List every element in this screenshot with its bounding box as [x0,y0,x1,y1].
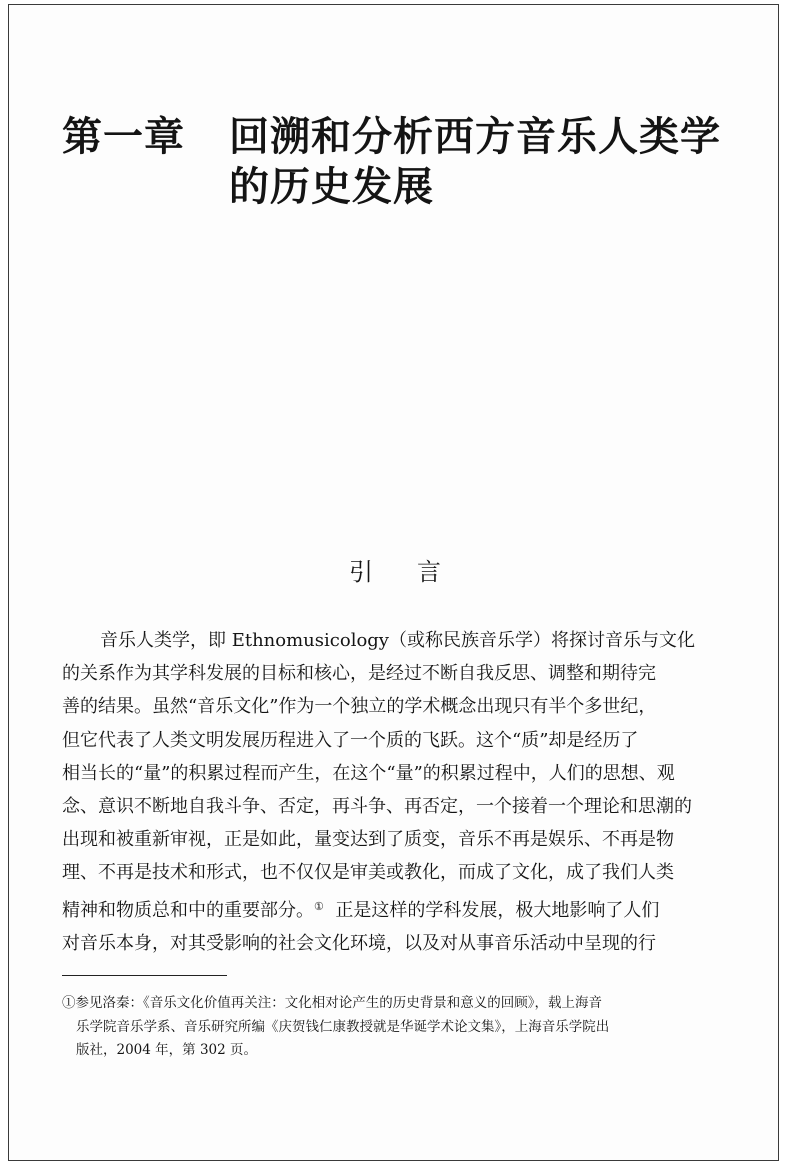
body-line: 对音乐本身，对其受影响的社会文化环境，以及对从事音乐活动中呈现的行 [62,932,656,954]
footnote [62,992,734,1063]
body-line-part: 正是这样的学科发展，极大地影响了人们 [335,899,660,921]
body-paragraph [62,624,733,960]
section-title: 引言 [349,558,485,586]
chapter-title-line-1: 回溯和分析西方音乐人类学 [229,113,721,160]
body-line: 理、不再是技术和形式，也不仅仅是审美或教化，而成了文化，成了我们人类 [62,862,674,884]
body-line: 念、意识不断地自我斗争、否定，再斗争、再否定，一个接着一个理论和思潮的 [62,796,692,818]
footnote-line: ①参见洛秦：《音乐文化价值再关注：文化相对论产生的历史背景和意义的回顾》，载上海音 [62,995,602,1011]
body-line: 但它代表了人类文明发展历程进入了一个质的飞跃。这个“质”却是经历了 [62,729,639,751]
footnote-line: 乐学院音乐学系、音乐研究所编《庆贺钱仁康教授就是华诞学术论文集》，上海音乐学院出 [76,1018,610,1035]
chapter-number: 第一章 [62,113,185,160]
footnote-divider [62,975,227,976]
body-line: 出现和被重新审视，正是如此，量变达到了质变，音乐不再是娱乐、不再是物 [62,829,674,851]
footnote-line: 版社，2004 年，第 302 页。 [76,1042,257,1058]
chapter-title-line-2: 的历史发展 [229,163,434,210]
body-line: 善的结果。虽然“音乐文化”作为一个独立的学术概念出现只有半个多世纪， [62,696,657,718]
body-line: 音乐人类学，即 Ethnomusicology（或称民族音乐学）将探讨音乐与文化 [100,630,695,651]
footnote-reference: ① [314,899,324,913]
body-line: 的关系作为其学科发展的目标和核心，是经过不断自我反思、调整和期待完 [62,663,656,685]
body-line-with-note [62,890,733,927]
body-line-part: 精神和物质总和中的重要部分。 [62,899,314,921]
body-line: 相当长的“量”的积累过程而产生，在这个“量”的积累过程中，人们的思想、观 [62,762,675,784]
